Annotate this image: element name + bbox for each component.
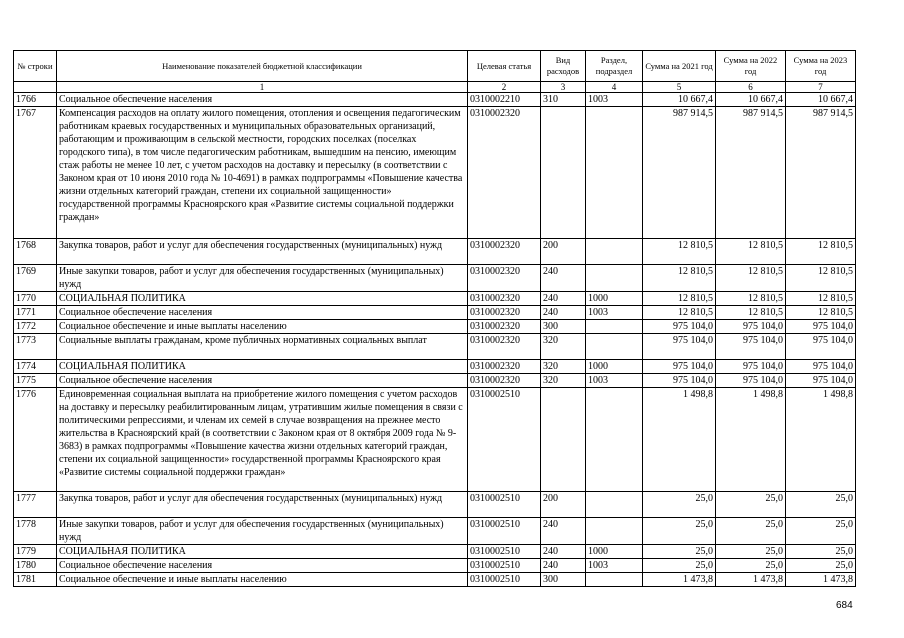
target-article: 0310002320 bbox=[468, 107, 541, 239]
row-number: 1774 bbox=[14, 360, 57, 374]
target-article: 0310002510 bbox=[468, 518, 541, 545]
header-row bbox=[14, 51, 856, 82]
row-number: 1773 bbox=[14, 334, 57, 360]
row-number: 1767 bbox=[14, 107, 57, 239]
column-number-row bbox=[14, 82, 856, 93]
sum-2023: 25,0 bbox=[786, 492, 856, 518]
expense-type: 240 bbox=[541, 559, 586, 573]
target-article: 0310002320 bbox=[468, 360, 541, 374]
section-code bbox=[586, 573, 643, 587]
sum-2023: 975 104,0 bbox=[786, 320, 856, 334]
expense-type: 310 bbox=[541, 93, 586, 107]
indicator-name: Социальное обеспечение населения bbox=[57, 374, 468, 388]
target-article: 0310002320 bbox=[468, 320, 541, 334]
sum-2021: 975 104,0 bbox=[643, 320, 716, 334]
table-row bbox=[14, 334, 856, 360]
target-article: 0310002510 bbox=[468, 388, 541, 492]
row-number: 1769 bbox=[14, 265, 57, 292]
sum-2023: 1 473,8 bbox=[786, 573, 856, 587]
column-number: 3 bbox=[541, 82, 586, 93]
header-row-number: № строки bbox=[14, 51, 57, 82]
section-code: 1003 bbox=[586, 374, 643, 388]
section-code: 1000 bbox=[586, 360, 643, 374]
indicator-name: Социальные выплаты гражданам, кроме публичных нормативных социальных выплат bbox=[57, 334, 468, 360]
expense-type bbox=[541, 107, 586, 239]
sum-2022: 975 104,0 bbox=[716, 374, 786, 388]
row-number: 1780 bbox=[14, 559, 57, 573]
row-number: 1778 bbox=[14, 518, 57, 545]
section-code bbox=[586, 334, 643, 360]
row-number: 1766 bbox=[14, 93, 57, 107]
table-row bbox=[14, 306, 856, 320]
section-code bbox=[586, 518, 643, 545]
expense-type: 200 bbox=[541, 239, 586, 265]
expense-type: 240 bbox=[541, 518, 586, 545]
sum-2023: 12 810,5 bbox=[786, 292, 856, 306]
sum-2021: 25,0 bbox=[643, 545, 716, 559]
column-number bbox=[14, 82, 57, 93]
row-number: 1779 bbox=[14, 545, 57, 559]
row-number: 1777 bbox=[14, 492, 57, 518]
sum-2021: 12 810,5 bbox=[643, 239, 716, 265]
sum-2022: 975 104,0 bbox=[716, 334, 786, 360]
header-section: Раздел, подраздел bbox=[586, 51, 643, 82]
sum-2022: 975 104,0 bbox=[716, 320, 786, 334]
target-article: 0310002320 bbox=[468, 306, 541, 320]
expense-type: 200 bbox=[541, 492, 586, 518]
section-code: 1000 bbox=[586, 545, 643, 559]
indicator-name: Иные закупки товаров, работ и услуг для обеспечения государственных (муниципальных) нужд bbox=[57, 265, 468, 292]
column-number: 7 bbox=[786, 82, 856, 93]
table-row bbox=[14, 573, 856, 587]
sum-2022: 12 810,5 bbox=[716, 265, 786, 292]
sum-2023: 25,0 bbox=[786, 545, 856, 559]
sum-2022: 10 667,4 bbox=[716, 93, 786, 107]
sum-2022: 12 810,5 bbox=[716, 292, 786, 306]
sum-2023: 25,0 bbox=[786, 559, 856, 573]
indicator-name: Социальное обеспечение населения bbox=[57, 306, 468, 320]
indicator-name: Социальное обеспечение и иные выплаты населению bbox=[57, 573, 468, 587]
sum-2023: 975 104,0 bbox=[786, 334, 856, 360]
sum-2021: 12 810,5 bbox=[643, 306, 716, 320]
sum-2021: 1 498,8 bbox=[643, 388, 716, 492]
table-row bbox=[14, 265, 856, 292]
table-row bbox=[14, 545, 856, 559]
expense-type bbox=[541, 388, 586, 492]
row-number: 1770 bbox=[14, 292, 57, 306]
indicator-name: Социальное обеспечение населения bbox=[57, 93, 468, 107]
sum-2021: 10 667,4 bbox=[643, 93, 716, 107]
column-number: 6 bbox=[716, 82, 786, 93]
sum-2023: 987 914,5 bbox=[786, 107, 856, 239]
column-number: 5 bbox=[643, 82, 716, 93]
target-article: 0310002510 bbox=[468, 492, 541, 518]
header-sum-2021: Сумма на 2021 год bbox=[643, 51, 716, 82]
section-code: 1003 bbox=[586, 559, 643, 573]
row-number: 1776 bbox=[14, 388, 57, 492]
target-article: 0310002210 bbox=[468, 93, 541, 107]
row-number: 1771 bbox=[14, 306, 57, 320]
sum-2022: 12 810,5 bbox=[716, 306, 786, 320]
section-code bbox=[586, 320, 643, 334]
table-row bbox=[14, 518, 856, 545]
row-number: 1768 bbox=[14, 239, 57, 265]
expense-type: 240 bbox=[541, 292, 586, 306]
target-article: 0310002510 bbox=[468, 559, 541, 573]
expense-type: 320 bbox=[541, 334, 586, 360]
row-number: 1781 bbox=[14, 573, 57, 587]
sum-2023: 12 810,5 bbox=[786, 265, 856, 292]
indicator-name: Закупка товаров, работ и услуг для обеспечения государственных (муниципальных) нужд bbox=[57, 492, 468, 518]
sum-2021: 975 104,0 bbox=[643, 360, 716, 374]
budget-table bbox=[13, 50, 856, 587]
sum-2022: 1 473,8 bbox=[716, 573, 786, 587]
target-article: 0310002320 bbox=[468, 239, 541, 265]
target-article: 0310002320 bbox=[468, 265, 541, 292]
row-number: 1775 bbox=[14, 374, 57, 388]
sum-2022: 25,0 bbox=[716, 559, 786, 573]
sum-2023: 975 104,0 bbox=[786, 374, 856, 388]
sum-2023: 10 667,4 bbox=[786, 93, 856, 107]
target-article: 0310002320 bbox=[468, 334, 541, 360]
page-number: 684 bbox=[836, 600, 853, 611]
table-row bbox=[14, 320, 856, 334]
expense-type: 240 bbox=[541, 265, 586, 292]
header-sum-2022: Сумма на 2022 год bbox=[716, 51, 786, 82]
table-row bbox=[14, 360, 856, 374]
section-code bbox=[586, 388, 643, 492]
header-sum-2023: Сумма на 2023 год bbox=[786, 51, 856, 82]
table-row bbox=[14, 492, 856, 518]
sum-2022: 25,0 bbox=[716, 545, 786, 559]
sum-2023: 12 810,5 bbox=[786, 306, 856, 320]
sum-2021: 25,0 bbox=[643, 518, 716, 545]
sum-2022: 987 914,5 bbox=[716, 107, 786, 239]
table-row bbox=[14, 292, 856, 306]
table-row bbox=[14, 239, 856, 265]
target-article: 0310002320 bbox=[468, 374, 541, 388]
target-article: 0310002320 bbox=[468, 292, 541, 306]
sum-2023: 12 810,5 bbox=[786, 239, 856, 265]
sum-2023: 25,0 bbox=[786, 518, 856, 545]
sum-2023: 975 104,0 bbox=[786, 360, 856, 374]
sum-2022: 25,0 bbox=[716, 492, 786, 518]
header-expense-type: Вид расходов bbox=[541, 51, 586, 82]
expense-type: 240 bbox=[541, 306, 586, 320]
section-code: 1003 bbox=[586, 93, 643, 107]
table-row bbox=[14, 93, 856, 107]
table-row bbox=[14, 107, 856, 239]
section-code bbox=[586, 492, 643, 518]
indicator-name: Социальное обеспечение населения bbox=[57, 559, 468, 573]
sum-2021: 975 104,0 bbox=[643, 334, 716, 360]
indicator-name: Социальное обеспечение и иные выплаты населению bbox=[57, 320, 468, 334]
sum-2021: 12 810,5 bbox=[643, 292, 716, 306]
header-target-article: Целевая статья bbox=[468, 51, 541, 82]
section-code: 1000 bbox=[586, 292, 643, 306]
sum-2022: 12 810,5 bbox=[716, 239, 786, 265]
sum-2021: 25,0 bbox=[643, 492, 716, 518]
sum-2021: 25,0 bbox=[643, 559, 716, 573]
sum-2021: 12 810,5 bbox=[643, 265, 716, 292]
sum-2022: 25,0 bbox=[716, 518, 786, 545]
expense-type: 300 bbox=[541, 573, 586, 587]
indicator-name: СОЦИАЛЬНАЯ ПОЛИТИКА bbox=[57, 360, 468, 374]
sum-2022: 975 104,0 bbox=[716, 360, 786, 374]
row-number: 1772 bbox=[14, 320, 57, 334]
indicator-name: Компенсация расходов на оплату жилого помещения, отопления и освещения педагогическим работникам краевых государственных и муниципальных образовательных организаций, работающим и проживающим в сельской местности, городских поселках (поселках городского типа), в том числе педагогическим работникам, вышедшим на пенсию, имеющим стаж работы не менее 10 лет, с учетом расходов на доставку и пересылку (в соответствии с Законом края от 10 июня 2010 года № 10-4691) в рамках подпрограммы «Повышение качества жизни отдельных категорий граждан, степени их социальной защищенности» государственной программы Красноярского края «Развитие системы социальной поддержки граждан» bbox=[57, 107, 468, 239]
header-indicator-name: Наименование показателей бюджетной классификации bbox=[57, 51, 468, 82]
sum-2022: 1 498,8 bbox=[716, 388, 786, 492]
expense-type: 240 bbox=[541, 545, 586, 559]
section-code bbox=[586, 239, 643, 265]
column-number: 1 bbox=[57, 82, 468, 93]
section-code: 1003 bbox=[586, 306, 643, 320]
target-article: 0310002510 bbox=[468, 573, 541, 587]
indicator-name: СОЦИАЛЬНАЯ ПОЛИТИКА bbox=[57, 545, 468, 559]
indicator-name: СОЦИАЛЬНАЯ ПОЛИТИКА bbox=[57, 292, 468, 306]
section-code bbox=[586, 107, 643, 239]
indicator-name: Закупка товаров, работ и услуг для обеспечения государственных (муниципальных) нужд bbox=[57, 239, 468, 265]
table-row bbox=[14, 374, 856, 388]
section-code bbox=[586, 265, 643, 292]
expense-type: 320 bbox=[541, 360, 586, 374]
sum-2023: 1 498,8 bbox=[786, 388, 856, 492]
table-row bbox=[14, 559, 856, 573]
indicator-name: Единовременная социальная выплата на приобретение жилого помещения с учетом расходов на доставку и пересылку реабилитированным лицам, утратившим жилые помещения в связи с политическими репрессиями, и членам их семей в случае возвращения на прежнее место жительства в Красноярский край (в соответствии с Законом края от 8 октября 2009 года № 9-3683) в рамках подпрограммы «Повышение качества жизни отдельных категорий граждан, степени их социальной защищенности» государственной программы Красноярского края «Развитие системы социальной поддержки граждан» bbox=[57, 388, 468, 492]
sum-2021: 975 104,0 bbox=[643, 374, 716, 388]
expense-type: 320 bbox=[541, 374, 586, 388]
sum-2021: 1 473,8 bbox=[643, 573, 716, 587]
column-number: 4 bbox=[586, 82, 643, 93]
table-row bbox=[14, 388, 856, 492]
indicator-name: Иные закупки товаров, работ и услуг для обеспечения государственных (муниципальных) нужд bbox=[57, 518, 468, 545]
sum-2021: 987 914,5 bbox=[643, 107, 716, 239]
column-number: 2 bbox=[468, 82, 541, 93]
target-article: 0310002510 bbox=[468, 545, 541, 559]
expense-type: 300 bbox=[541, 320, 586, 334]
